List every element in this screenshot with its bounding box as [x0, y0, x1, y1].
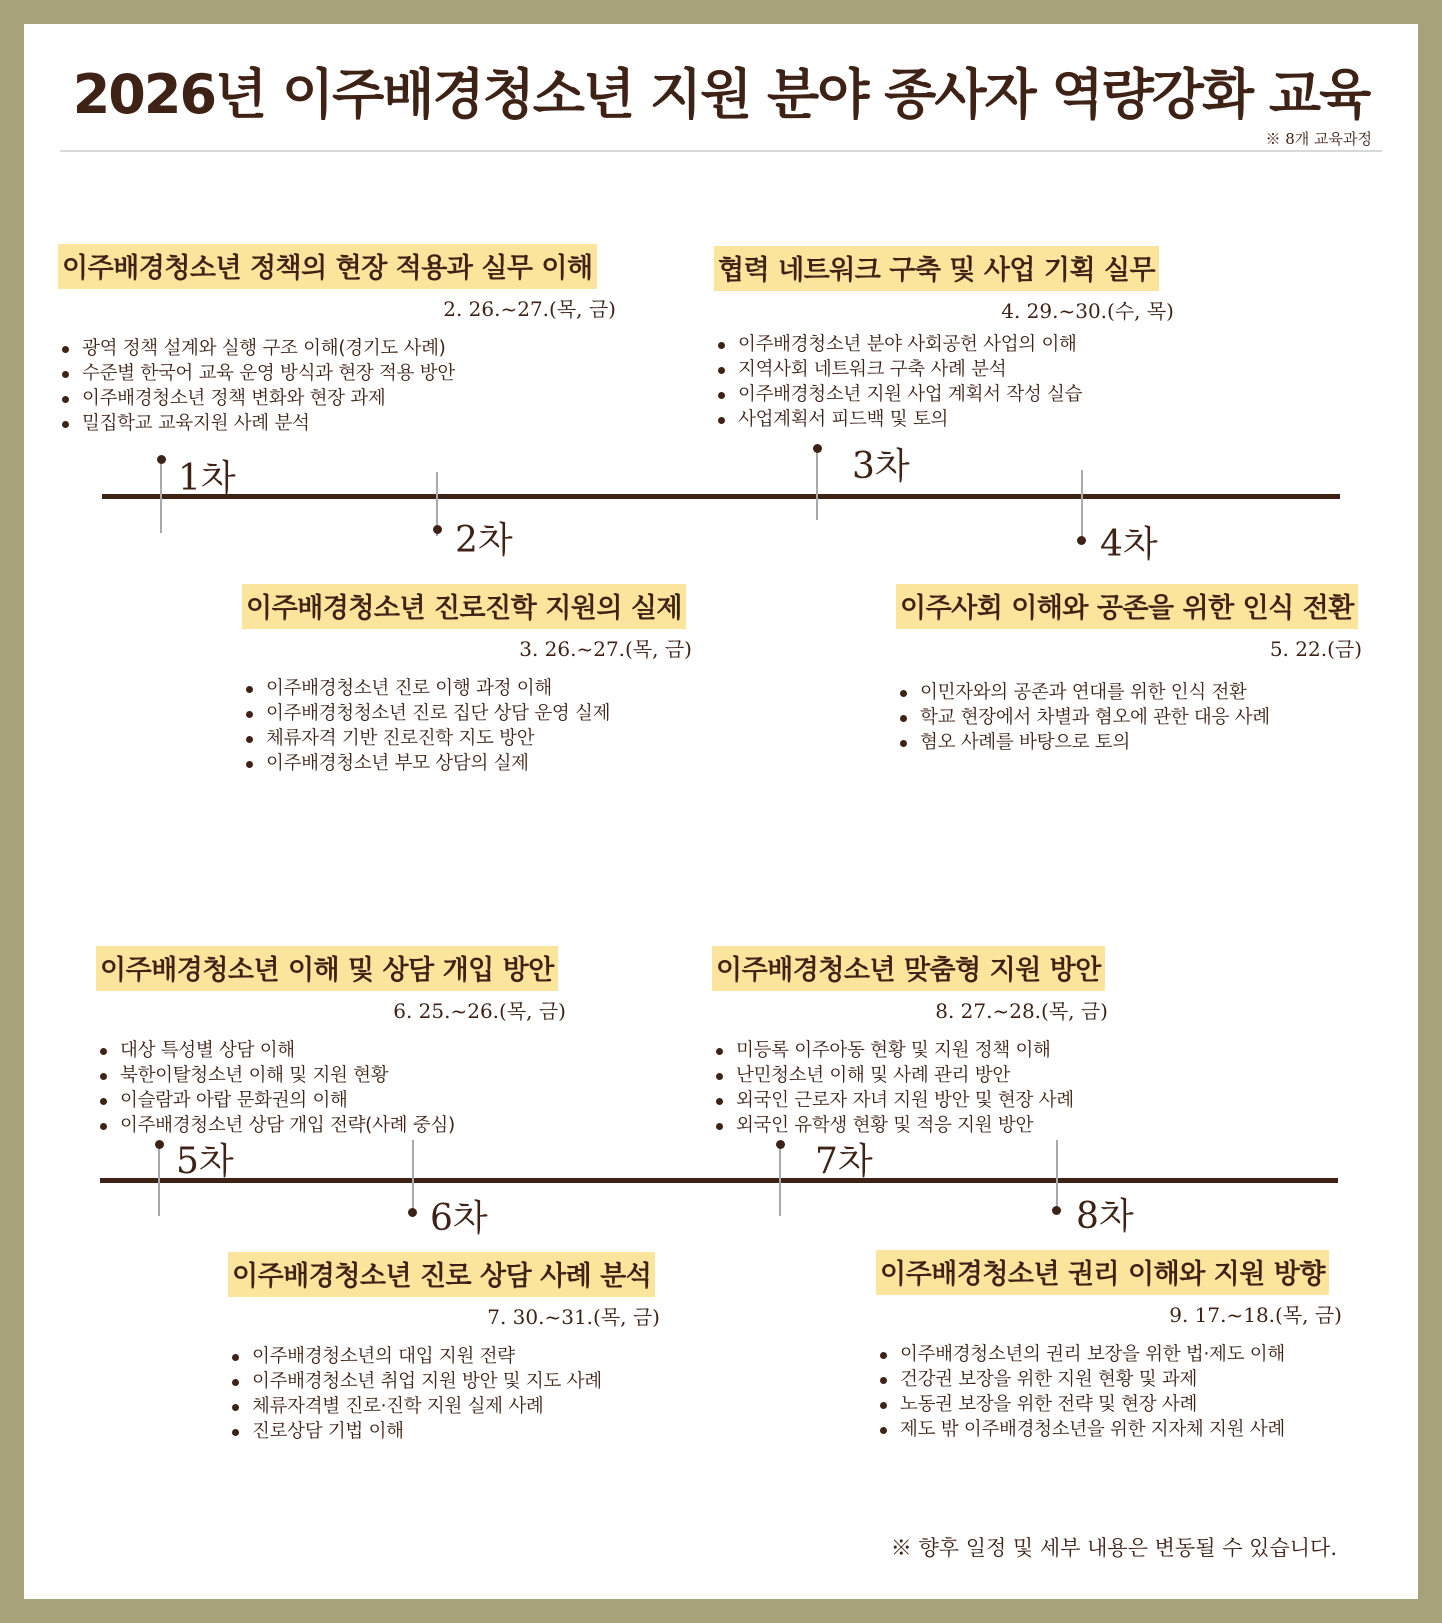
- tick-1: [160, 457, 162, 533]
- list-item: 미등록 이주아동 현황 및 지원 정책 이해: [712, 1038, 1108, 1063]
- session-card-2: [242, 584, 692, 776]
- session-title: 이주배경청소년 진로진학 지원의 실제: [242, 584, 686, 629]
- step-label-2: 2차: [455, 520, 513, 561]
- title-divider: [60, 150, 1382, 152]
- session-card-4: [896, 584, 1362, 755]
- list-item: 이주배경청소년 부모 상담의 실제: [242, 751, 692, 776]
- list-item: 수준별 한국어 교육 운영 방식과 현장 적용 방안: [58, 361, 616, 386]
- session-card-5: [96, 946, 566, 1138]
- marker-dot-8: [1052, 1206, 1061, 1215]
- session-topic-list: [714, 332, 1174, 432]
- list-item: 외국인 유학생 현황 및 적응 지원 방안: [712, 1113, 1108, 1138]
- list-item: 이주배경청소년의 대입 지원 전략: [228, 1344, 660, 1369]
- session-card-8: [876, 1250, 1342, 1442]
- list-item: 지역사회 네트워크 구축 사례 분석: [714, 357, 1174, 382]
- list-item: 이주배경청소년 진로 이행 과정 이해: [242, 676, 692, 701]
- marker-dot-6: [408, 1208, 417, 1217]
- marker-dot-5: [155, 1140, 164, 1149]
- marker-dot-1: [157, 455, 166, 464]
- list-item: 이주배경청청소년 진로 집단 상담 운영 실제: [242, 701, 692, 726]
- session-topic-list: [96, 1038, 566, 1138]
- marker-dot-3: [813, 444, 822, 453]
- session-title: 이주배경청소년 맞춤형 지원 방안: [712, 946, 1105, 991]
- session-topic-list: [712, 1038, 1108, 1138]
- session-title: 이주배경청소년 진로 상담 사례 분석: [228, 1252, 655, 1297]
- step-label-3: 3차: [852, 446, 910, 487]
- list-item: 난민청소년 이해 및 사례 관리 방안: [712, 1063, 1108, 1088]
- marker-dot-2: [433, 525, 442, 534]
- session-topic-list: [896, 680, 1362, 755]
- marker-dot-4: [1077, 536, 1086, 545]
- session-title: 협력 네트워크 구축 및 사업 기획 실무: [714, 246, 1159, 291]
- session-title: 이주배경청소년 권리 이해와 지원 방향: [876, 1250, 1329, 1295]
- session-title: 이주배경청소년 정책의 현장 적용과 실무 이해: [58, 244, 597, 289]
- session-date: 8. 27.~28.(목, 금): [935, 999, 1108, 1023]
- session-topic-list: [242, 676, 692, 776]
- session-topic-list: [58, 336, 616, 436]
- session-card-1: [58, 244, 616, 436]
- list-item: 북한이탈청소년 이해 및 지원 현황: [96, 1063, 566, 1088]
- session-card-3: [714, 246, 1174, 432]
- session-topic-list: [228, 1344, 660, 1444]
- list-item: 이주배경청소년 취업 지원 방안 및 지도 사례: [228, 1369, 660, 1394]
- list-item: 이주배경청소년 지원 사업 계획서 작성 실습: [714, 382, 1174, 407]
- tick-4: [1081, 470, 1083, 540]
- timeline-bottom: [100, 1178, 1338, 1183]
- session-date: 2. 26.~27.(목, 금): [443, 297, 616, 321]
- tick-5: [158, 1144, 160, 1216]
- list-item: 이민자와의 공존과 연대를 위한 인식 전환: [896, 680, 1362, 705]
- list-item: 이주배경청소년 상담 개입 전략(사례 중심): [96, 1113, 566, 1138]
- list-item: 광역 정책 설계와 실행 구조 이해(경기도 사례): [58, 336, 616, 361]
- session-date: 5. 22.(금): [1269, 637, 1362, 661]
- list-item: 이주배경청소년 정책 변화와 현장 과제: [58, 386, 616, 411]
- step-label-8: 8차: [1076, 1196, 1134, 1237]
- tick-6: [412, 1140, 414, 1212]
- list-item: 이슬람과 아랍 문화권의 이해: [96, 1088, 566, 1113]
- session-date: 6. 25.~26.(목, 금): [393, 999, 566, 1023]
- schedule-change-note: ※ 향후 일정 및 세부 내용은 변동될 수 있습니다.: [890, 1536, 1337, 1560]
- list-item: 체류자격별 진로·진학 지원 실제 사례: [228, 1394, 660, 1419]
- timeline-top: [102, 494, 1340, 499]
- list-item: 제도 밖 이주배경청소년을 위한 지자체 지원 사례: [876, 1417, 1342, 1442]
- list-item: 대상 특성별 상담 이해: [96, 1038, 566, 1063]
- marker-dot-7: [776, 1140, 785, 1149]
- course-count-note: ※ 8개 교육과정: [1265, 130, 1372, 148]
- session-date: 9. 17.~18.(목, 금): [1169, 1303, 1342, 1327]
- session-date: 3. 26.~27.(목, 금): [519, 637, 692, 661]
- list-item: 학교 현장에서 차별과 혐오에 관한 대응 사례: [896, 705, 1362, 730]
- list-item: 혐오 사례를 바탕으로 토의: [896, 730, 1362, 755]
- session-title: 이주배경청소년 이해 및 상담 개입 방안: [96, 946, 558, 991]
- list-item: 이주배경청소년 분야 사회공헌 사업의 이해: [714, 332, 1174, 357]
- session-card-7: [712, 946, 1108, 1138]
- list-item: 노동권 보장을 위한 전략 및 현장 사례: [876, 1392, 1342, 1417]
- page-title: 2026년 이주배경청소년 지원 분야 종사자 역량강화 교육: [72, 63, 1370, 126]
- tick-8: [1056, 1140, 1058, 1212]
- list-item: 이주배경청소년의 권리 보장을 위한 법·제도 이해: [876, 1342, 1342, 1367]
- step-label-7: 7차: [815, 1141, 873, 1182]
- list-item: 진로상담 기법 이해: [228, 1419, 660, 1444]
- session-title: 이주사회 이해와 공존을 위한 인식 전환: [896, 584, 1358, 629]
- tick-3: [816, 448, 818, 520]
- list-item: 외국인 근로자 자녀 지원 방안 및 현장 사례: [712, 1088, 1108, 1113]
- step-label-4: 4차: [1100, 524, 1158, 565]
- list-item: 건강권 보장을 위한 지원 현황 및 과제: [876, 1367, 1342, 1392]
- list-item: 사업계획서 피드백 및 토의: [714, 407, 1174, 432]
- step-label-1: 1차: [178, 458, 236, 499]
- session-date: 7. 30.~31.(목, 금): [487, 1305, 660, 1329]
- session-topic-list: [876, 1342, 1342, 1442]
- session-date: 4. 29.~30.(수, 목): [1001, 299, 1174, 323]
- list-item: 체류자격 기반 진로진학 지도 방안: [242, 726, 692, 751]
- tick-7: [779, 1144, 781, 1216]
- step-label-6: 6차: [430, 1198, 488, 1239]
- step-label-5: 5차: [176, 1141, 234, 1182]
- list-item: 밀집학교 교육지원 사례 분석: [58, 411, 616, 436]
- session-card-6: [228, 1252, 660, 1444]
